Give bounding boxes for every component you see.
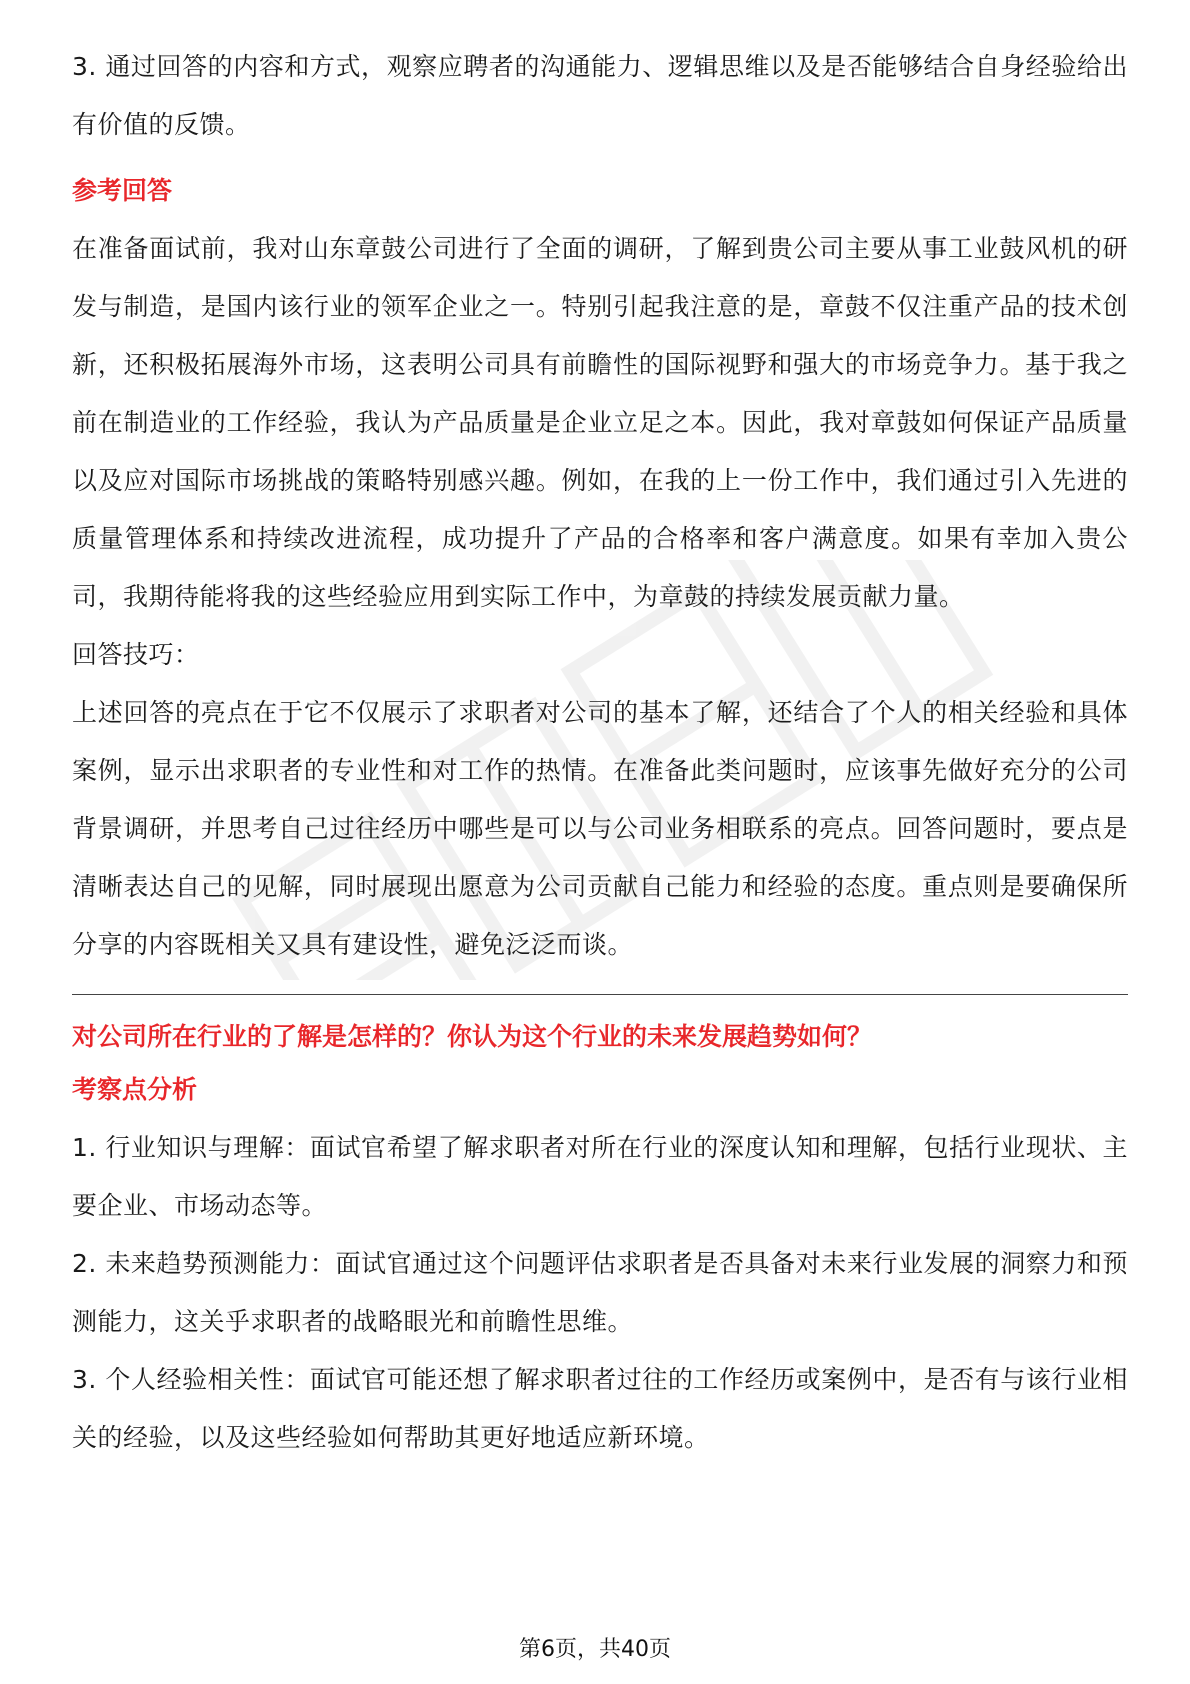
document-page xyxy=(72,38,1128,1467)
answer-tips-text: 上述回答的亮点在于它不仅展示了求职者对公司的基本了解，还结合了个人的相关经验和具体案例，显示出求职者的专业性和对工作的热情。在准备此类问题时，应该事先做好充分的公司背景调研，并思考自己过往经历中哪些是可以与公司业务相联系的亮点。回答问题时，要点是清晰表达自己的见解，同时展现出愿意为公司贡献自己能力和经验的态度。重点则是要确保所分享的内容既相关又具有建设性，避免泛泛而谈。 xyxy=(72,698,1128,959)
reference-answer-heading: 参考回答 xyxy=(72,176,173,205)
reference-answer-text: 在准备面试前，我对山东章鼓公司进行了全面的调研，了解到贵公司主要从事工业鼓风机的研发与制造，是国内该行业的领军企业之一。特别引起我注意的是，章鼓不仅注重产品的技术创新，还积极拓展海外市场，这表明公司具有前瞻性的国际视野和强大的市场竞争力。基于我之前在制造业的工作经验，我认为产品质量是企业立足之本。因此，我对章鼓如何保证产品质量以及应对国际市场挑战的策略特别感兴趣。例如，在我的上一份工作中，我们通过引入先进的质量管理体系和持续改进流程，成功提升了产品的合格率和客户满意度。如果有幸加入贵公司，我期待能将我的这些经验应用到实际工作中，为章鼓的持续发展贡献力量。 xyxy=(72,234,1128,611)
question-title: 对公司所在行业的了解是怎样的？你认为这个行业的未来发展趋势如何？ xyxy=(72,1022,873,1051)
section-divider xyxy=(72,994,1128,995)
analysis-item-2: 2. 未来趋势预测能力：面试官通过这个问题评估求职者是否具备对未来行业发展的洞察力和预测能力，这关乎求职者的战略眼光和前瞻性思维。 xyxy=(72,1249,1128,1336)
analysis-heading: 考察点分析 xyxy=(72,1075,198,1104)
page-footer: 第6页，共40页 xyxy=(519,1637,671,1662)
answer-tips-label: 回答技巧： xyxy=(72,640,200,669)
analysis-item-3: 3. 通过回答的内容和方式，观察应聘者的沟通能力、逻辑思维以及是否能够结合自身经验给出有价值的反馈。 xyxy=(72,52,1128,139)
analysis-item-1: 1. 行业知识与理解：面试官希望了解求职者对所在行业的深度认知和理解，包括行业现状、主要企业、市场动态等。 xyxy=(72,1133,1128,1220)
analysis-item-3-next: 3. 个人经验相关性：面试官可能还想了解求职者过往的工作经历或案例中，是否有与该行业相关的经验，以及这些经验如何帮助其更好地适应新环境。 xyxy=(72,1365,1128,1452)
